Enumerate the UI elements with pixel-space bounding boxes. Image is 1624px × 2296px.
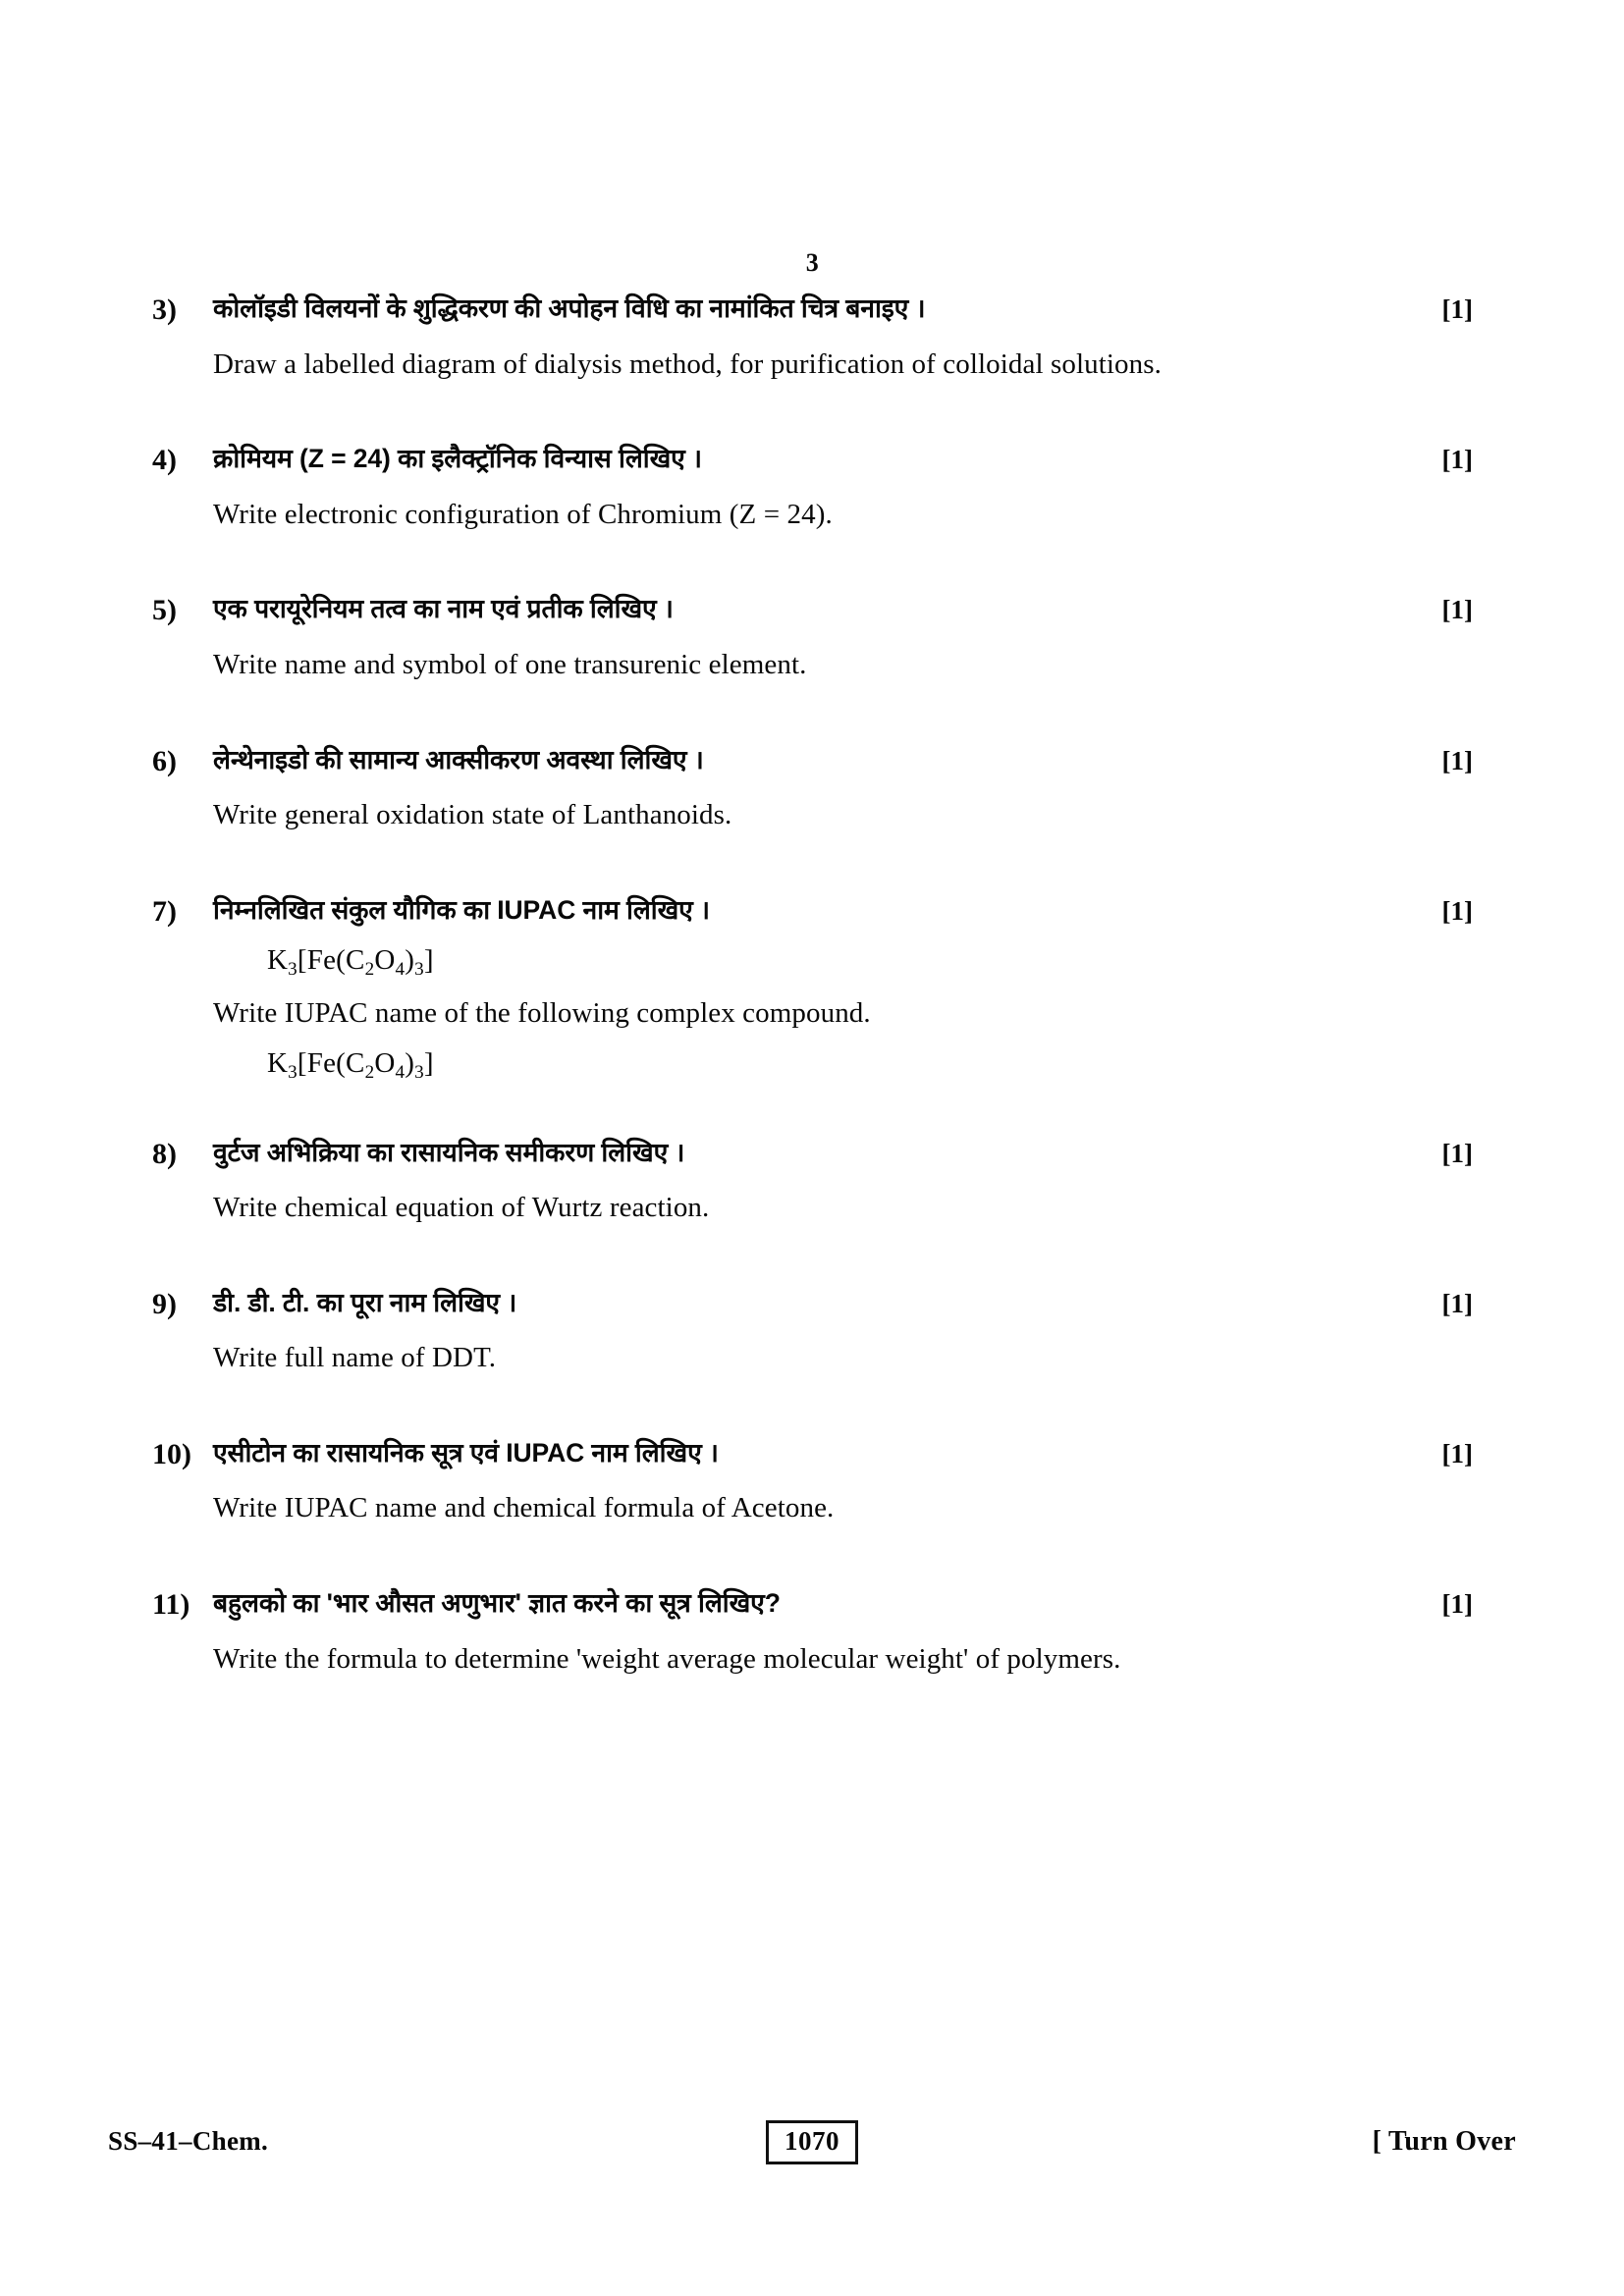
question-text-english: Write IUPAC name and chemical formula of Acetone.: [213, 1492, 835, 1524]
question-block: [152, 893, 1473, 1081]
question-text-english: Write IUPAC name of the following complex compound.: [213, 997, 871, 1030]
question-text-hindi: लेन्थेनाइडो की सामान्य आक्सीकरण अवस्था लिखिए ।: [213, 744, 704, 774]
question-text-hindi: डी. डी. टी. का पूरा नाम लिखिए ।: [213, 1287, 517, 1317]
question-text-english: Write name and symbol of one transurenic element.: [213, 648, 807, 680]
question-heading-row: [152, 1436, 1473, 1473]
question-text-hindi: एसीटोन का रासायनिक सूत्र एवं IUPAC नाम लिखिए ।: [213, 1437, 719, 1468]
question-marks: [1]: [1441, 745, 1473, 775]
question-heading-row: [152, 292, 1473, 329]
question-number: 5): [152, 594, 177, 627]
question-block: [152, 1586, 1473, 1678]
question-number: 6): [152, 744, 177, 777]
question-text-hindi: कोलॉइडी विलयनों के शुद्धिकरण की अपोहन विधि का नामांकित चित्र बनाइए ।: [213, 294, 926, 323]
question-heading-row: [152, 893, 1473, 931]
page-number: 3: [805, 248, 820, 277]
question-block: [152, 292, 1473, 383]
question-text-english: Write chemical equation of Wurtz reaction.: [213, 1192, 710, 1224]
question-marks: [1]: [1441, 895, 1473, 926]
paper-code: SS–41–Chem.: [108, 2126, 269, 2156]
question-heading-row: [152, 1136, 1473, 1173]
question-marks: [1]: [1441, 595, 1473, 625]
question-text-english: Draw a labelled diagram of dialysis method, for purification of colloidal solutions.: [213, 347, 1162, 380]
question-block: [152, 1136, 1473, 1227]
question-text-hindi: क्रोमियम (Z = 24) का इलैक्ट्रॉनिक विन्यास लिखिए ।: [213, 444, 702, 474]
question-marks: [1]: [1441, 294, 1473, 324]
question-marks: [1]: [1441, 1288, 1473, 1318]
question-number: 8): [152, 1137, 177, 1170]
chemical-formula-english: $K_3[Fe(C_2O_4)_3]$: [267, 1046, 434, 1083]
page-content: [152, 250, 1473, 1678]
question-block: [152, 1286, 1473, 1377]
question-number: 3): [152, 294, 177, 326]
paper-number-box: 1070: [766, 2120, 858, 2164]
question-heading-row: [152, 1586, 1473, 1624]
question-block: [152, 442, 1473, 533]
question-heading-row: [152, 442, 1473, 479]
question-number: 11): [152, 1588, 190, 1622]
question-heading-row: [152, 592, 1473, 629]
question-marks: [1]: [1441, 1138, 1473, 1168]
question-text-english: Write full name of DDT.: [213, 1342, 497, 1374]
question-number: 10): [152, 1437, 191, 1470]
page-footer: [108, 2120, 1516, 2179]
question-text-hindi: निम्नलिखित संकुल यौगिक का IUPAC नाम लिखिए ।: [213, 894, 710, 925]
question-block: [152, 743, 1473, 834]
question-marks: [1]: [1441, 445, 1473, 475]
chemical-formula-hindi: $K_3[Fe(C_2O_4)_3]$: [267, 944, 434, 981]
question-number: 9): [152, 1287, 177, 1320]
question-text-english: Write general oxidation state of Lanthanoids.: [213, 799, 732, 831]
question-text-english: Write electronic configuration of Chromium (Z = 24).: [213, 498, 833, 530]
question-text-hindi: वुर्टज अभिक्रिया का रासायनिक समीकरण लिखिए ।: [213, 1137, 685, 1167]
question-heading-row: [152, 743, 1473, 780]
turn-over-label: [ Turn Over: [1372, 2126, 1516, 2157]
question-block: [152, 592, 1473, 683]
question-text-hindi: बहुलको का 'भार औसत अणुभार' ज्ञात करने का सूत्र लिखिए?: [213, 1588, 781, 1619]
question-text-english: Write the formula to determine 'weight average molecular weight' of polymers.: [213, 1642, 1121, 1675]
question-marks: [1]: [1441, 1438, 1473, 1468]
question-text-hindi: एक परायूरेनियम तत्व का नाम एवं प्रतीक लिखिए ।: [213, 594, 674, 624]
question-marks: [1]: [1441, 1589, 1473, 1620]
question-heading-row: [152, 1286, 1473, 1323]
question-number: 7): [152, 894, 177, 928]
question-number: 4): [152, 444, 177, 477]
question-block: [152, 1436, 1473, 1527]
